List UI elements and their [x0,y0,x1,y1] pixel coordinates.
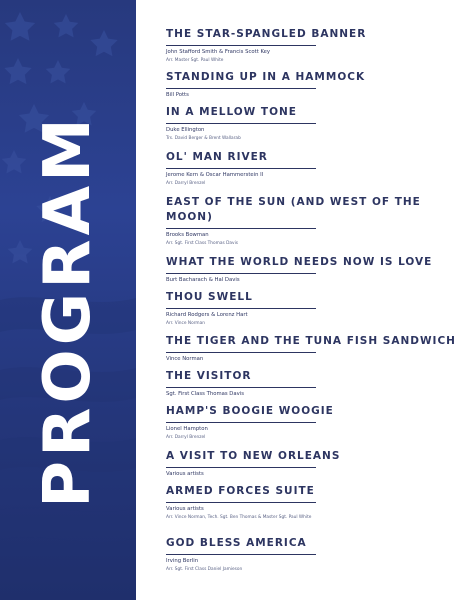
program-heading: PROGRAM [31,114,105,508]
arranger: Arr. Vince Norman, Tech. Sgt. Ben Thomas & Master Sgt. Paul White [166,515,312,521]
piece-title: OL' MAN RIVER [166,151,268,163]
title-underline [166,88,316,89]
composer: Various artists [166,471,204,478]
composer: Brooks Bowman [166,232,209,239]
program-item [166,484,456,521]
title-underline [166,554,316,555]
composer: Sgt. First Class Thomas Davis [166,391,244,398]
star-icon [46,60,71,83]
program-item [166,150,456,187]
title-underline [166,123,316,124]
program-item [166,334,456,363]
program-banner [0,0,136,600]
piece-title: THE STAR-SPANGLED BANNER [166,28,367,40]
composer: Duke Ellington [166,127,205,134]
program-item [166,105,456,142]
piece-title: IN A MELLOW TONE [166,106,297,118]
program-item [166,255,456,284]
composer: Irving Berlin [166,558,199,565]
title-underline [166,422,316,423]
piece-title: ARMED FORCES SUITE [166,485,315,497]
title-underline [166,387,316,388]
program-item [166,290,456,327]
arranger: Arr. Sgt. First Class Daniel Jamieson [166,567,243,573]
composer: John Stafford Smith & Francis Scott Key [166,49,271,56]
piece-title: WHAT THE WORLD NEEDS NOW IS LOVE [166,256,433,268]
piece-title: THE TIGER AND THE TUNA FISH SANDWICH [166,335,456,347]
composer: Bill Potts [166,92,189,99]
star-icon [8,240,33,263]
piece-title: STANDING UP IN A HAMMOCK [166,71,366,83]
program-item [166,404,456,441]
piece-title: THE VISITOR [166,370,252,382]
program-item [166,195,456,247]
star-icon [4,58,31,84]
program-item [166,27,456,64]
arranger: Arr. Sgt. First Class Thomas Davis [166,241,239,247]
program-item [166,536,456,573]
program-item [166,70,456,99]
arranger: Arr. Darryl Brenzel [166,181,206,187]
composer: Richard Rodgers & Lorenz Hart [166,312,248,319]
program-item [166,449,456,478]
star-icon [5,12,35,41]
arranger: Arr. Master Sgt. Paul White [166,58,224,64]
title-underline [166,45,316,46]
composer: Lionel Hampton [166,426,208,433]
arranger: Arr. Darryl Brenzel [166,435,206,441]
piece-title: A VISIT TO NEW ORLEANS [166,450,341,462]
arranger: Trs. David Berger & Brent Wallarab [166,136,241,142]
piece-title: EAST OF THE SUN (AND WEST OF THE MOON) [166,196,421,223]
star-icon [54,14,79,37]
title-underline [166,273,316,274]
piece-title: HAMP'S BOOGIE WOOGIE [166,405,334,417]
piece-title: THOU SWELL [166,291,253,303]
title-underline [166,502,316,503]
composer: Vince Norman [166,356,204,363]
composer: Burt Bacharach & Hal Davis [166,277,240,284]
title-underline [166,467,316,468]
title-underline [166,168,316,169]
arranger: Arr. Vince Norman [166,321,205,327]
composer: Various artists [166,506,204,513]
star-icon [2,150,27,173]
star-icon [90,30,117,56]
piece-title: GOD BLESS AMERICA [166,537,307,549]
title-underline [166,228,316,229]
composer: Jerome Kern & Oscar Hammerstein II [166,172,264,179]
title-underline [166,308,316,309]
title-underline [166,352,316,353]
program-item [166,369,456,398]
